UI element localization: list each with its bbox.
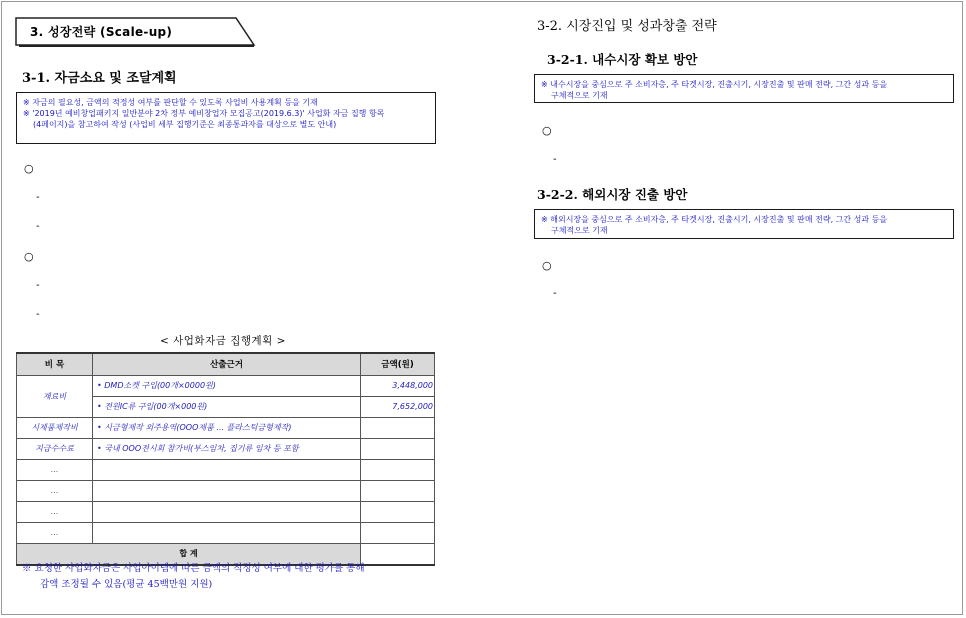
funding-plan-heading: 3-1. 자금소요 및 조달계획 [22,71,177,86]
table-row [17,480,435,501]
basis-cell: • 전원IC류 구입(00개×000원) [93,396,361,417]
amount-cell [361,480,435,501]
category-cell: 시제품제작비 [17,417,93,438]
amount-cell [361,501,435,522]
basis-cell [93,501,361,522]
amount-cell [361,438,435,459]
basis-cell [93,480,361,501]
section-title-banner [14,16,256,47]
dash-marker: - [553,154,557,165]
domestic-guide-note [534,74,954,103]
amount-cell [361,459,435,480]
table-row [17,417,435,438]
bullet-marker: ○ [24,250,34,263]
bullet-marker: ○ [542,124,552,137]
table-row [17,501,435,522]
header-basis: 산출근거 [93,353,361,375]
table-row [17,522,435,543]
bullet-marker: ○ [542,259,552,272]
table-caption: < 사업화자금 집행계획 > [160,335,286,347]
category-cell: ... [17,501,93,522]
note-line: 구체적으로 기재 [551,226,608,235]
domestic-market-heading: 3-2-1. 내수시장 확보 방안 [547,52,698,67]
category-cell: ... [17,480,93,501]
total-label: 합 계 [17,543,361,565]
footnote-line: 감액 조정될 수 있음(평균 45백만원 지원) [40,579,213,590]
table-row [17,459,435,480]
funding-execution-table [16,352,435,566]
note-line: ※ '2019년 예비창업패키지 일반분야 2차 정부 예비창업자 모집공고(2019.6.3)' 사업화 자금 집행 항목 [23,109,385,118]
bullet-marker: ○ [24,162,34,175]
market-strategy-heading: 3-2. 시장진입 및 성과창출 전략 [537,19,717,34]
overseas-market-heading: 3-2-2. 해외시장 진출 방안 [537,187,688,202]
footnote-line: ※ 요청한 사업화자금은 사업아이템에 따른 금액의 적정성 여부에 대한 평가를 통해 [22,563,365,574]
basis-cell: • DMD소켓 구입(00개×0000원) [93,375,361,396]
funding-footnote [22,561,442,593]
header-category: 비 목 [17,353,93,375]
funding-guide-note [16,92,436,144]
amount-cell: 3,448,000 [361,375,435,396]
dash-marker: - [36,280,40,291]
basis-cell: • 국내 OOO전시회 참가비(부스임차, 집기류 임차 등 포함 [93,438,361,459]
note-line: (4페이지)을 참고하여 작성 (사업비 세부 집행기준은 최종통과자를 대상으로 별도 안내) [33,120,337,129]
table-row [17,375,435,396]
section-title: 3. 성장전략 (Scale-up) [30,25,173,39]
dash-marker: - [36,192,40,203]
category-cell: ... [17,459,93,480]
header-amount: 금액(원) [361,353,435,375]
note-line: ※ 해외시장을 중심으로 주 소비자층, 주 타겟시장, 진출시기, 시장진출 및 판매 전략, 그간 성과 등을 [541,215,888,224]
note-line: ※ 내수시장을 중심으로 주 소비자층, 주 타겟시장, 진출시기, 시장진출 및 판매 전략, 그간 성과 등을 [541,80,888,89]
category-cell: 재료비 [17,375,93,417]
overseas-guide-note [534,209,954,239]
basis-cell [93,459,361,480]
category-cell: ... [17,522,93,543]
table-header-row [17,353,435,375]
basis-cell: • 시금형제작 외주용역(OOO제품 ... 플라스틱금형제작) [93,417,361,438]
dash-marker: - [553,288,557,299]
table-row [17,438,435,459]
dash-marker: - [36,309,40,320]
dash-marker: - [36,221,40,232]
basis-cell [93,522,361,543]
note-line: ※ 자금의 필요성, 금액의 적정성 여부를 판단할 수 있도록 사업비 사용계획 등을 기재 [23,98,318,107]
category-cell: 지급수수료 [17,438,93,459]
amount-cell: 7,652,000 [361,396,435,417]
note-line: 구체적으로 기재 [551,91,608,100]
amount-cell [361,522,435,543]
amount-cell [361,417,435,438]
